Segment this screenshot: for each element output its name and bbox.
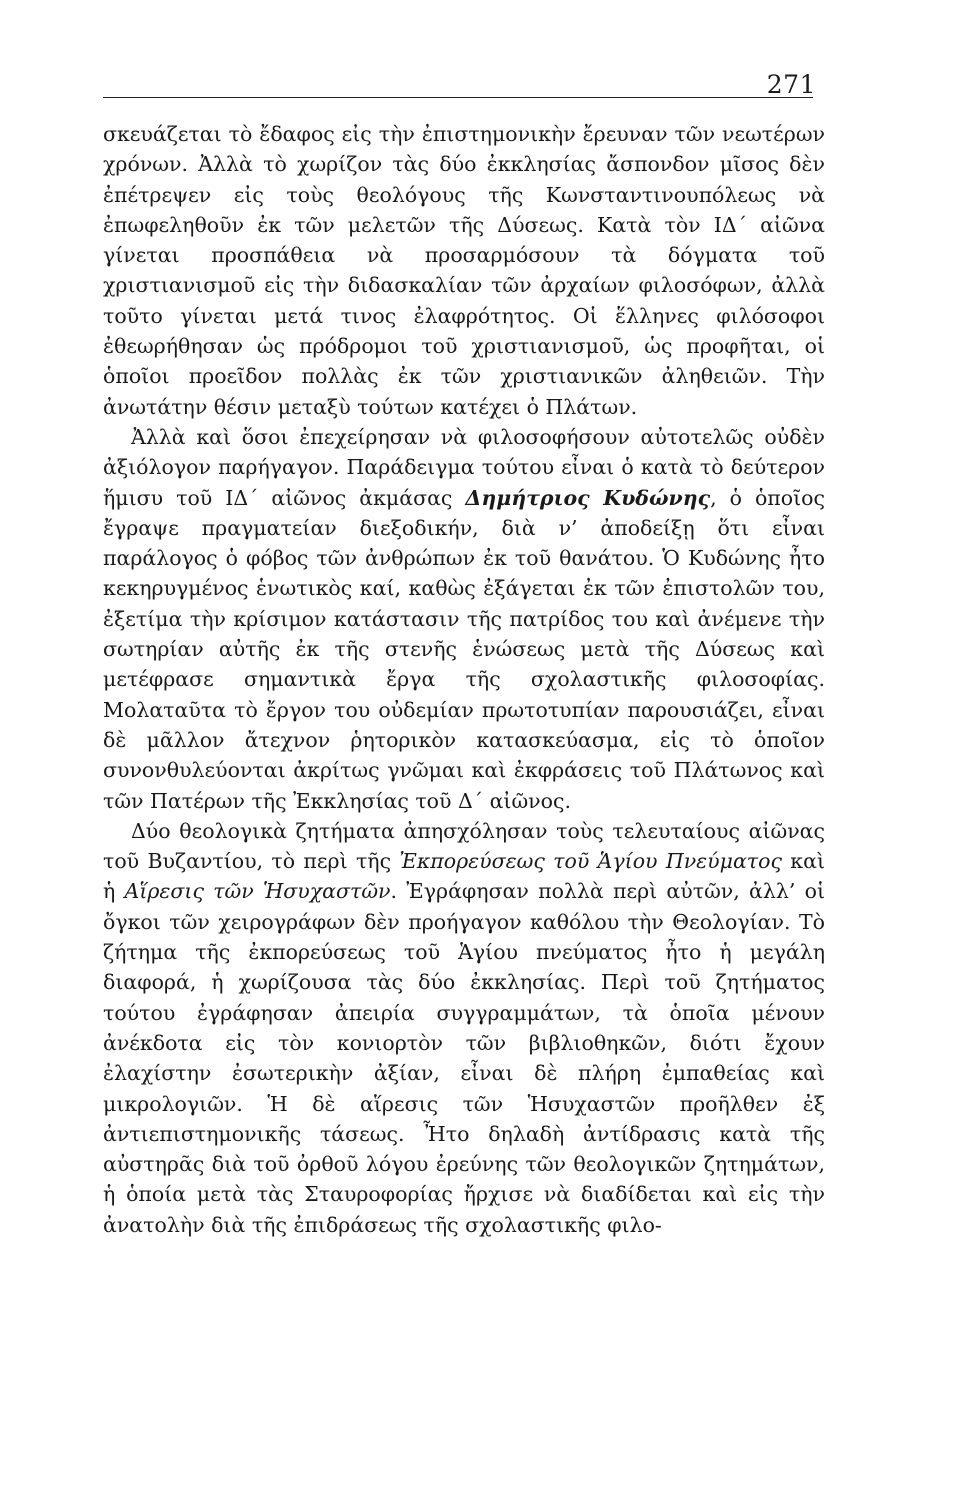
paragraph-1: [103, 119, 825, 422]
paragraph-text: . Ἐγράφησαν πολλὰ περὶ αὐτῶν, ἀλλ’ οἱ ὄγκοι τῶν χειρογράφων δὲν προήγαγον καθόλου τὴν Θεολογίαν. Τὸ ζήτημα τῆς ἐκπορεύσεως τοῦ Ἁγίου πνεύματος ἦτο ἡ μεγάλη διαφορά, ἡ χωρίζουσα τὰς δύο ἐκκλησίας. Περὶ τοῦ ζητήματος τούτου ἐγράφησαν ἀπειρία συγγραμμάτων, τὰ ὁποῖα μένουν ἀνέκδοτα εἰς τὸν κονιορτὸν τῶν βιβλιοθηκῶν, διότι ἔχουν ἐλαχίστην ἐσωτερικὴν ἀξίαν, εἶναι δὲ πλήρη ἐμπαθείας καὶ μικρολογιῶν. Ἡ δὲ αἵρεσις τῶν Ἡσυχαστῶν προῆλθεν ἐξ ἀντιεπιστημονικῆς τάσεως. Ἦτο δηλαδὴ ἀντίδρασις κατὰ τῆς αὐστηρᾶς διὰ τοῦ ὀρθοῦ λόγου ἐρεύνης τῶν θεολογικῶν ζητημάτων, ἡ ὁποία μετὰ τὰς Σταυροφορίας ἤρχισε νὰ διαδίδεται καὶ εἰς τὴν ἀνατολὴν διὰ τῆς ἐπιδράσεως τῆς σχολαστικῆς φιλο-: [103, 879, 825, 1237]
paragraph-text: καὶ ἡ: [103, 849, 826, 904]
topic-hesychast-heresy: Αἵρεσις τῶν Ἡσυχαστῶν: [124, 879, 391, 904]
page-number: 271: [766, 70, 816, 99]
topic-procession-holy-spirit: Ἐκπορεύσεως τοῦ Ἁγίου Πνεύματος: [399, 849, 782, 874]
paragraph-text: , ὁ ὁποῖος ἔγραψε πραγματείαν διεξοδικήν, διὰ ν’ ἀποδείξῃ ὅτι εἶναι παράλογος ὁ φόβος τῶν ἀνθρώπων ἐκ τοῦ θανάτου. Ὁ Κυδώνης ἦτο κεκηρυγμένος ἑνωτικὸς καί, καθὼς ἐξάγεται ἐκ τῶν ἐπιστολῶν του, ἐξετίμα τὴν κρίσιμον κατάστασιν τῆς πατρίδος του καὶ ἀνέμενε τὴν σωτηρίαν αὐτῆς ἐκ τῆς στενῆς ἑνώσεως μετὰ τῆς Δύσεως καὶ μετέφρασε σημαντικὰ ἔργα τῆς σχολαστικῆς φιλοσοφίας. Μολαταῦτα τὸ ἔργον του οὐδεμίαν πρωτοτυπίαν παρουσιάζει, εἶναι δὲ μᾶλλον ἄτεχνον ῥητορικὸν κατασκεύασμα, εἰς τὸ ὁποῖον συνονθυλεύονται ἀκρίτως γνῶμαι καὶ ἐκφράσεις τοῦ Πλάτωνος καὶ τῶν Πατέρων τῆς Ἐκκλησίας τοῦ Δ΄ αἰῶνος.: [103, 485, 825, 813]
paragraph-text: Δύο θεολογικὰ ζητήματα ἀπησχόλησαν τοὺς τελευταίους αἰῶνας τοῦ Βυζαντίου, τὸ περὶ τῆς: [103, 818, 825, 874]
paragraph-text: σκευάζεται τὸ ἔδαφος εἰς τὴν ἐπιστημονικὴν ἔρευναν τῶν νεωτέρων χρόνων. Ἀλλὰ τὸ χωρίζον τὰς δύο ἐκκλησίας ἄσπονδον μῖσος δὲν ἐπέτρεψεν εἰς τοὺς θεολόγους τῆς Κωνσταντινουπόλεως νὰ ἐπωφεληθοῦν ἐκ τῶν μελετῶν τῆς Δύσεως. Κατὰ τὸν ΙΔ΄ αἰῶνα γίνεται προσπάθεια νὰ προσαρμόσουν τὰ δόγματα τοῦ χριστιανισμοῦ εἰς τὴν διδασκαλίαν τῶν ἀρχαίων φιλοσόφων, ἀλλὰ τοῦτο γίνεται μετά τινος ἐλαφρότητος. Οἱ ἕλληνες φιλόσοφοι ἐθεωρήθησαν ὡς πρόδρομοι τοῦ χριστιανισμοῦ, ὡς προφῆται, οἱ ὁποῖοι προεῖδον πολλὰς ἐκ τῶν χριστιανικῶν ἀληθειῶν. Τὴν ἀνωτάτην θέσιν μεταξὺ τούτων κατέχει ὁ Πλάτων.: [103, 122, 825, 419]
header-rule: [103, 97, 813, 98]
paragraph-2: [103, 422, 825, 816]
paragraph-3: [103, 816, 825, 1240]
body-text: [103, 119, 825, 1240]
person-name-kydones: Δημήτριος Κυδώνης: [465, 485, 711, 510]
paragraph-text: Ἀλλὰ καὶ ὅσοι ἐπεχείρησαν νὰ φιλοσοφήσουν αὐτοτελῶς οὐδὲν ἀξιόλογον παρήγαγον. Παράδειγμα τούτου εἶναι ὁ κατὰ τὸ δεύτερον ἥμισυ τοῦ ΙΔ΄ αἰῶνος ἀκμάσας: [103, 424, 825, 510]
